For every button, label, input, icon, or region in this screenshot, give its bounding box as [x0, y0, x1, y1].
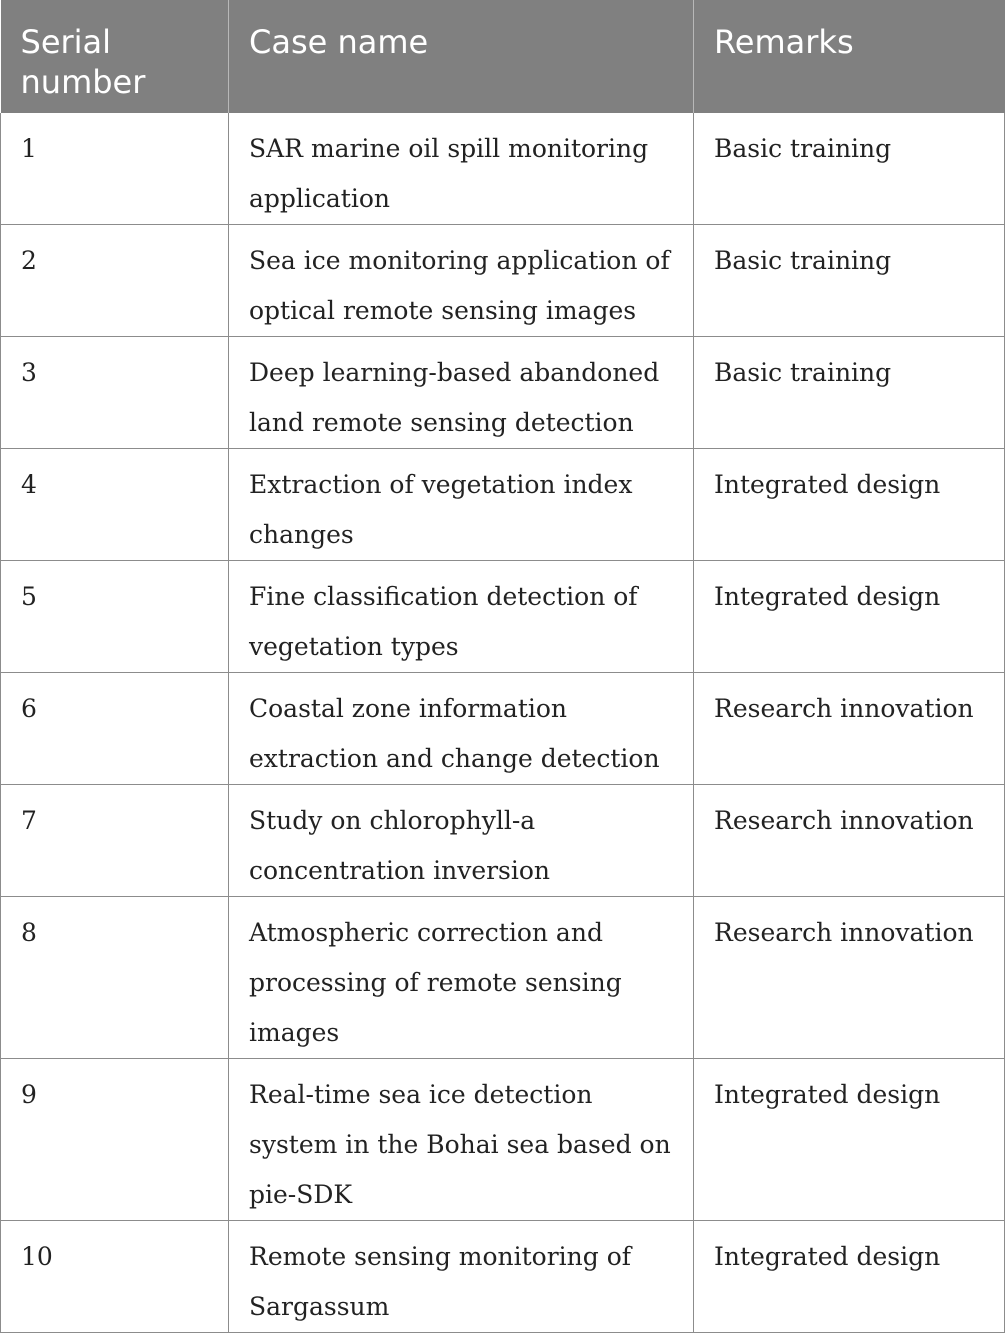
- case-name-cell: Extraction of vegetation index changes: [229, 449, 694, 561]
- table-header: [1, 0, 1005, 113]
- case-name-cell: Sea ice monitoring application of optical remote sensing images: [229, 225, 694, 337]
- table-row: [1, 1221, 1005, 1333]
- remarks-cell: Integrated design: [694, 449, 1005, 561]
- remarks-cell: Research innovation: [694, 897, 1005, 1059]
- table-row: [1, 673, 1005, 785]
- case-name-cell: Deep learning-based abandoned land remote sensing detection: [229, 337, 694, 449]
- table-row: [1, 113, 1005, 225]
- table-row: [1, 225, 1005, 337]
- case-name-cell: Atmospheric correction and processing of remote sensing images: [229, 897, 694, 1059]
- header-row: [1, 0, 1005, 113]
- remarks-cell: Basic training: [694, 113, 1005, 225]
- serial-cell: 7: [1, 785, 229, 897]
- case-name-cell: SAR marine oil spill monitoring application: [229, 113, 694, 225]
- remarks-cell: Basic training: [694, 225, 1005, 337]
- serial-cell: 6: [1, 673, 229, 785]
- table-row: [1, 1059, 1005, 1221]
- case-name-cell: Coastal zone information extraction and change detection: [229, 673, 694, 785]
- serial-cell: 9: [1, 1059, 229, 1221]
- serial-cell: 8: [1, 897, 229, 1059]
- serial-cell: 4: [1, 449, 229, 561]
- serial-cell: 1: [1, 113, 229, 225]
- header-serial-number: Serial number: [1, 0, 229, 113]
- case-name-cell: Real-time sea ice detection system in the Bohai sea based on pie-SDK: [229, 1059, 694, 1221]
- remarks-cell: Integrated design: [694, 561, 1005, 673]
- remarks-cell: Research innovation: [694, 785, 1005, 897]
- remarks-cell: Basic training: [694, 337, 1005, 449]
- table-row: [1, 561, 1005, 673]
- table-row: [1, 337, 1005, 449]
- table-row: [1, 785, 1005, 897]
- header-remarks: Remarks: [694, 0, 1005, 113]
- case-name-cell: Remote sensing monitoring of Sargassum: [229, 1221, 694, 1333]
- header-case-name: Case name: [229, 0, 694, 113]
- serial-cell: 2: [1, 225, 229, 337]
- serial-cell: 10: [1, 1221, 229, 1333]
- serial-cell: 5: [1, 561, 229, 673]
- table-row: [1, 449, 1005, 561]
- serial-cell: 3: [1, 337, 229, 449]
- remarks-cell: Integrated design: [694, 1059, 1005, 1221]
- table-row: [1, 897, 1005, 1059]
- remarks-cell: Integrated design: [694, 1221, 1005, 1333]
- case-name-cell: Study on chlorophyll-a concentration inversion: [229, 785, 694, 897]
- case-name-cell: Fine classification detection of vegetation types: [229, 561, 694, 673]
- table-body: [1, 113, 1005, 1333]
- remarks-cell: Research innovation: [694, 673, 1005, 785]
